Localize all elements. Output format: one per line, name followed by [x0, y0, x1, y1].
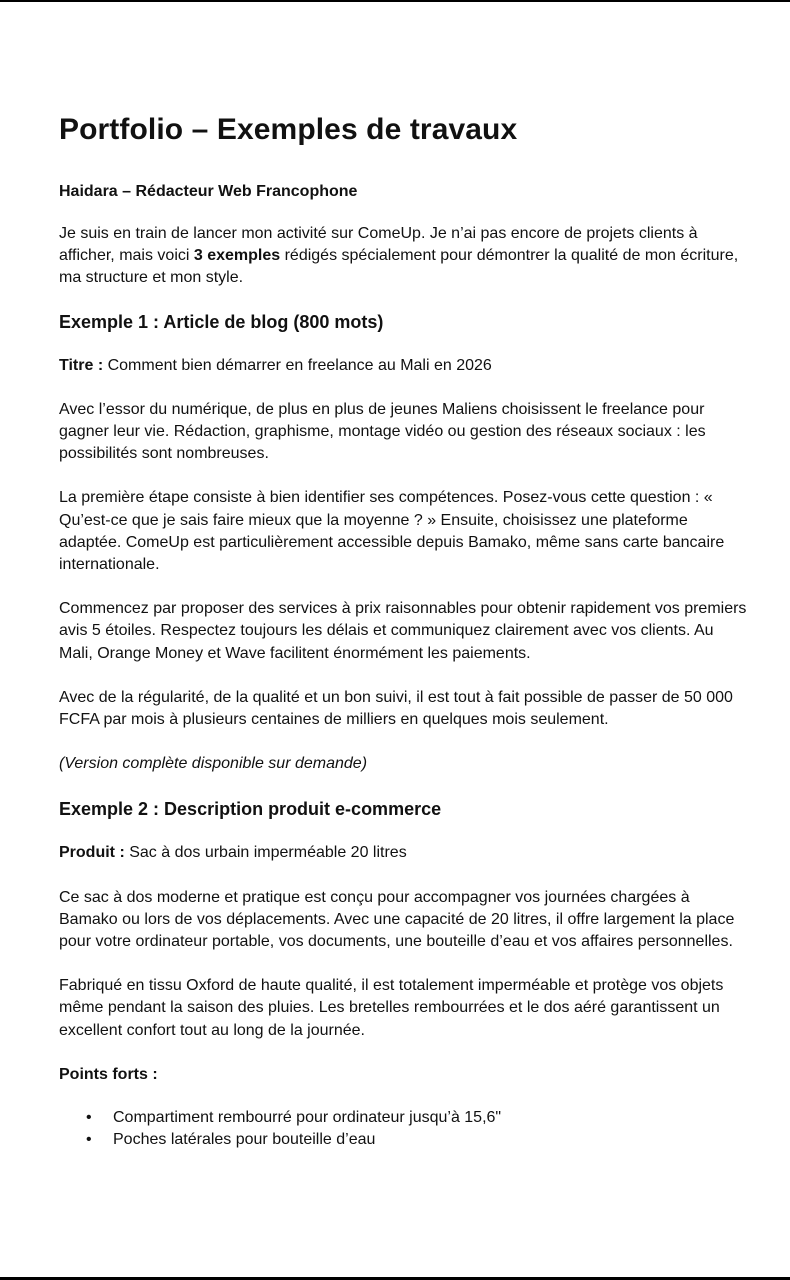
page-title: Portfolio – Exemples de travaux: [59, 113, 518, 146]
example2-product-label: Produit :: [59, 844, 125, 862]
points-forts-list: [59, 1107, 749, 1151]
list-item-text: Poches latérales pour bouteille d’eau: [113, 1131, 376, 1149]
bullet-icon: •: [86, 1131, 92, 1149]
author-line: Haidara – Rédacteur Web Francophone: [59, 183, 358, 200]
document-page: [0, 2, 790, 1277]
list-item: [59, 1107, 749, 1129]
list-item-text: Compartiment rembourré pour ordinateur jusqu’à 15,6": [113, 1109, 502, 1127]
example1-title-line: [59, 355, 749, 377]
example2-product-value: Sac à dos urbain imperméable 20 litres: [124, 844, 407, 862]
document-content: [59, 110, 749, 1151]
bullet-icon: •: [86, 1109, 92, 1127]
points-forts-label-text: Points forts :: [59, 1065, 158, 1083]
example2-heading: Exemple 2 : Description produit e-commerce: [59, 799, 442, 820]
list-item: [59, 1129, 749, 1151]
example2-product-line: [59, 842, 749, 864]
example1-paragraph: Avec de la régularité, de la qualité et un bon suivi, il est tout à fait possible de passer de 50 000 FCFA par mois à plusieurs centaines de milliers en quelques mois seulement.: [59, 688, 733, 729]
intro-text-start: Je suis en train de lancer mon activité sur ComeUp. Je n’ai pas encore de projets clients à afficher, mais voici: [59, 225, 698, 265]
example1-note: (Version complète disponible sur demande): [59, 755, 368, 773]
points-forts-label: [59, 1064, 749, 1086]
example1-paragraph: La première étape consiste à bien identifier ses compétences. Posez-vous cette question : « Qu’est-ce que je sais faire mieux que la moyenne ? » Ensuite, choisissez une plateforme adaptée. ComeUp est particulièrement accessible depuis Bamako, même sans carte bancaire internationale.: [59, 489, 725, 574]
intro-paragraph: [59, 223, 749, 290]
example1-title-label: Titre :: [59, 356, 104, 374]
example1-paragraph: Commencez par proposer des services à prix raisonnables pour obtenir rapidement vos premiers avis 5 étoiles. Respectez toujours les délais et communiquez clairement avec vos clients. Au Mali, Orange Money et Wave facilitent énormément les paiements.: [59, 600, 747, 662]
intro-text-end: rédigés spécialement pour démontrer la qualité de mon écriture, ma structure et mon style.: [59, 247, 739, 287]
example1-paragraph: Avec l’essor du numérique, de plus en plus de jeunes Maliens choisissent le freelance pour gagner leur vie. Rédaction, graphisme, montage vidéo ou gestion des réseaux sociaux : les possibilités sont nombreuses.: [59, 400, 706, 463]
example2-paragraph: Ce sac à dos moderne et pratique est conçu pour accompagner vos journées chargées à Bamako ou lors de vos déplacements. Avec une capacité de 20 litres, il offre largement la place pour votre ordinateur portable, vos documents, une bouteille d’eau et vos affaires personnelles.: [59, 888, 735, 951]
intro-bold: 3 exemples: [193, 247, 281, 265]
example1-heading: Exemple 1 : Article de blog (800 mots): [59, 311, 384, 332]
example2-paragraph: Fabriqué en tissu Oxford de haute qualité, il est totalement imperméable et protège vos objets même pendant la saison des pluies. Les bretelles rembourrées et le dos aéré garantissent un excellent confort tout au long de la journée.: [59, 977, 724, 1039]
example1-title-value: Comment bien démarrer en freelance au Mali en 2026: [103, 356, 492, 374]
